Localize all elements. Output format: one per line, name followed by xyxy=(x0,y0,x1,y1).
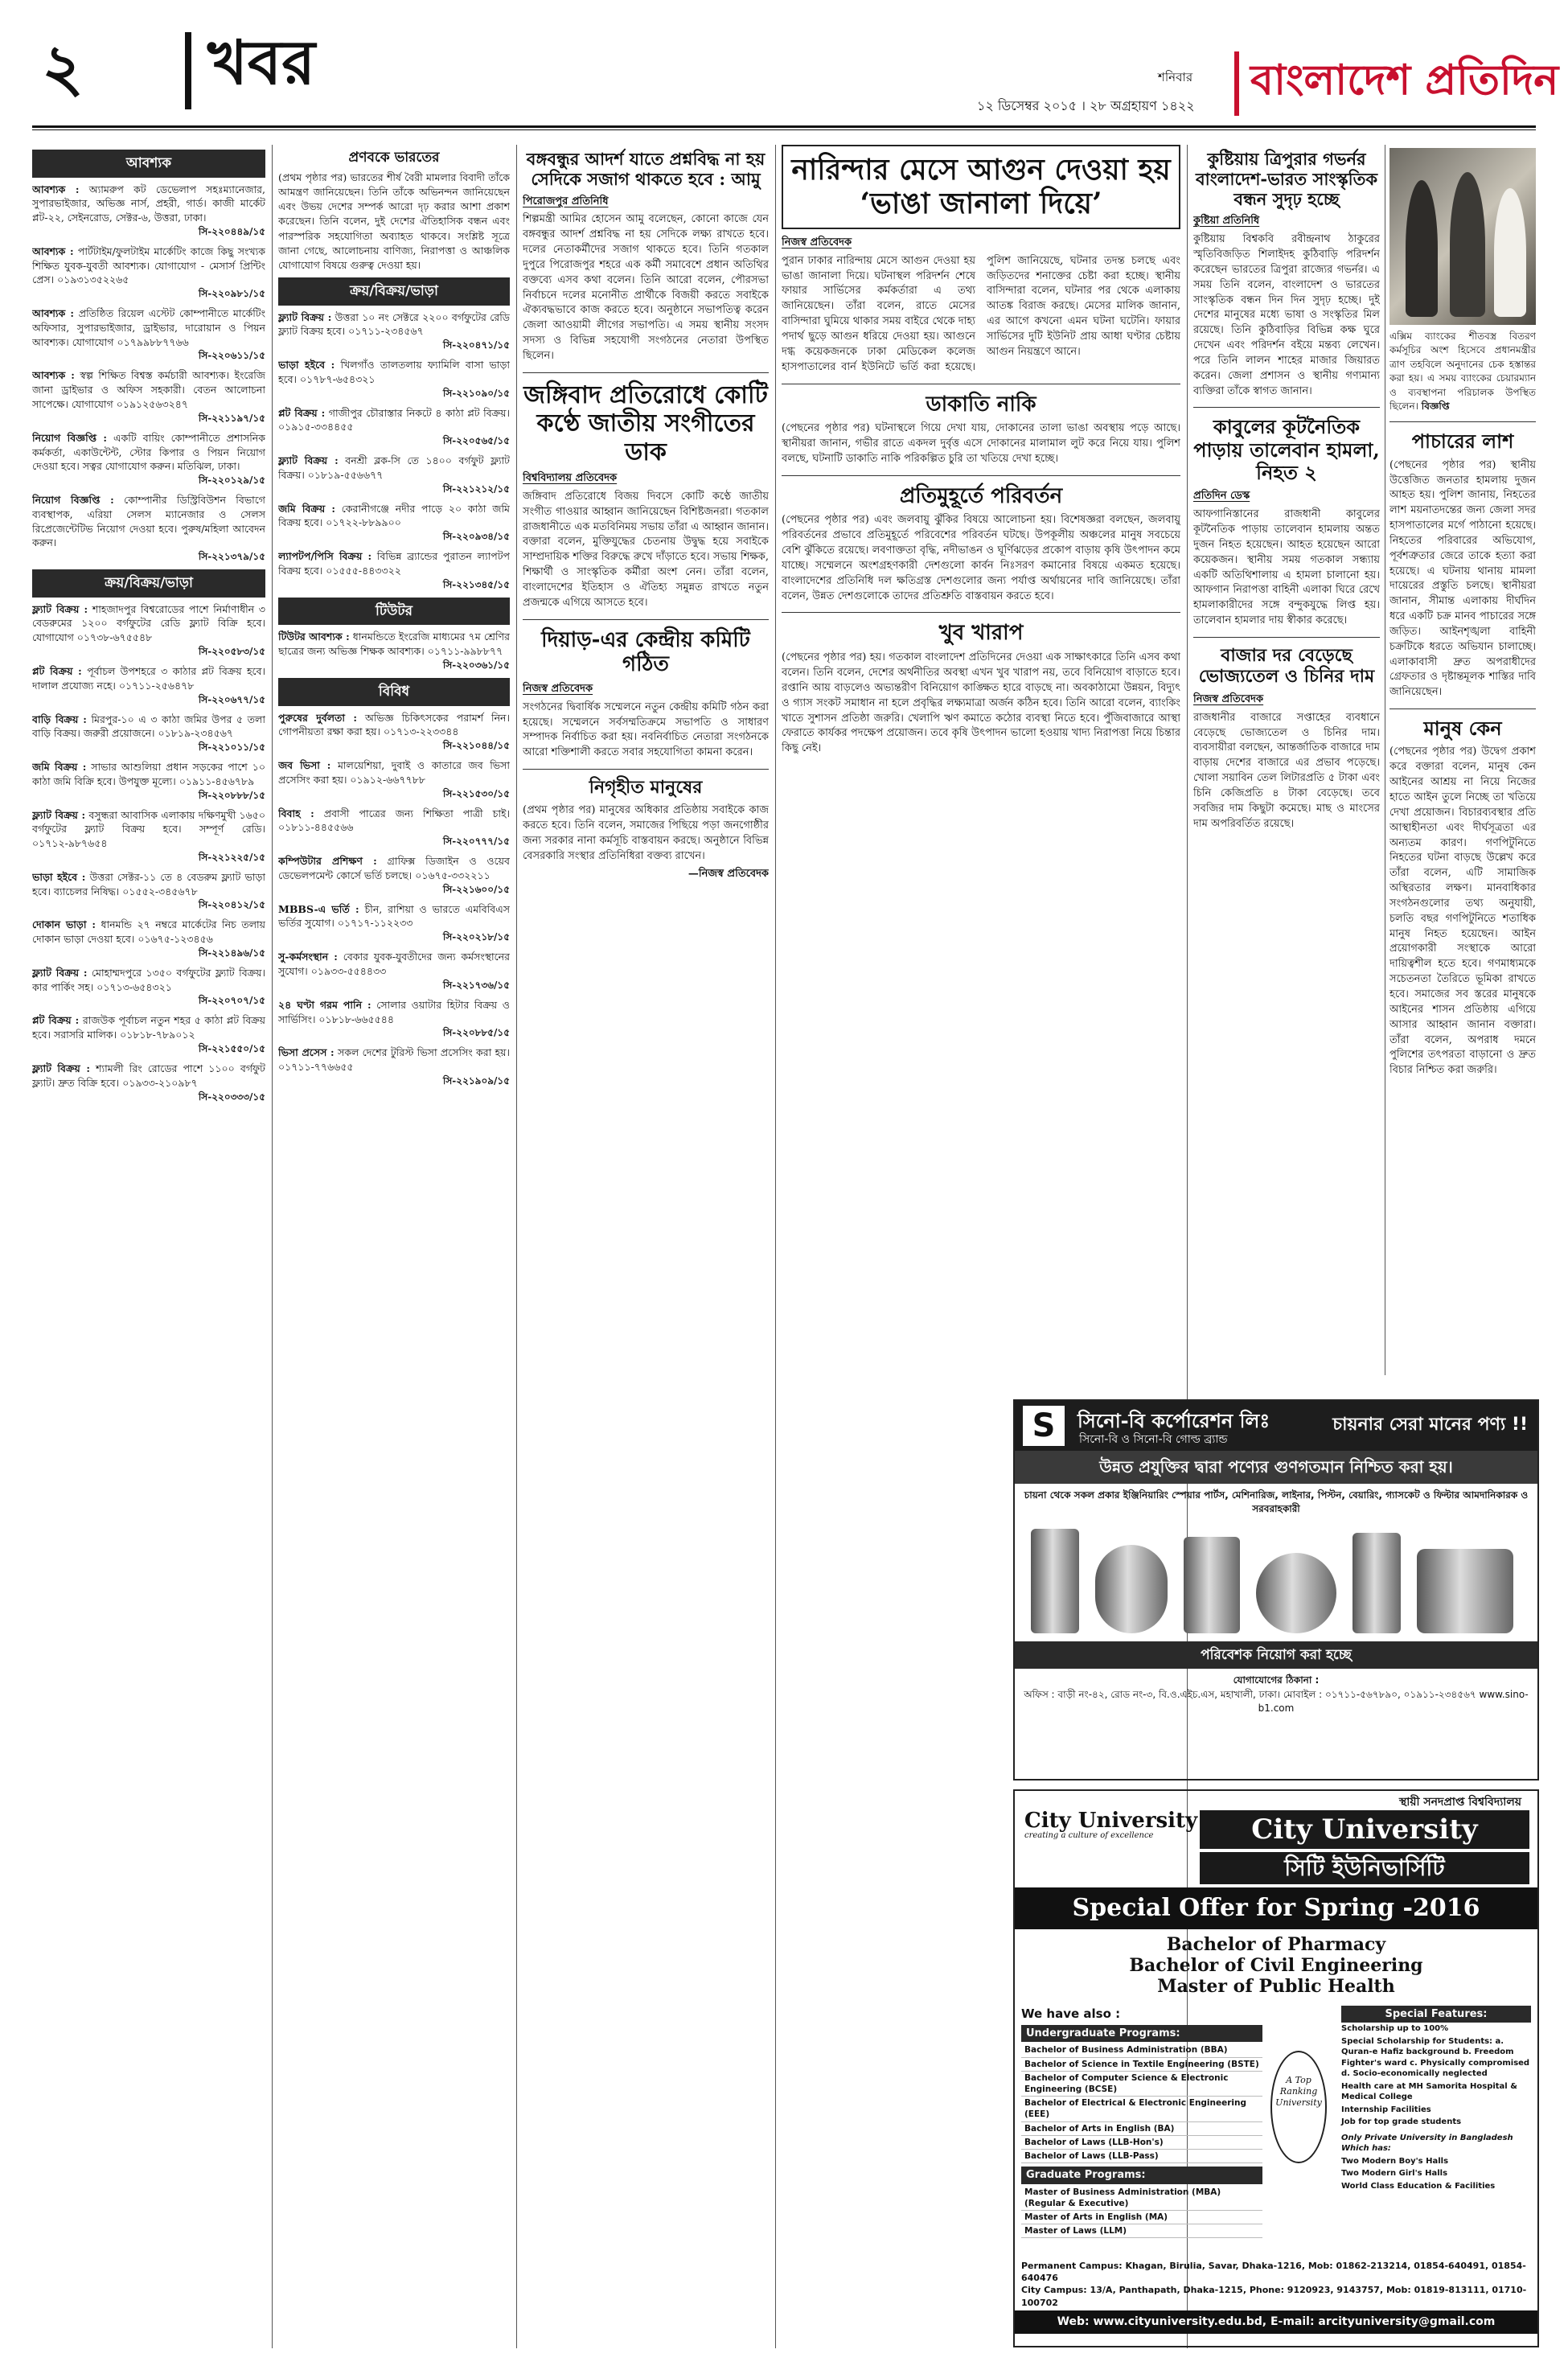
classified-ad xyxy=(32,602,265,659)
features-list xyxy=(1341,2023,1531,2129)
ad-text: বসুন্ধরা আবাসিক এলাকায় দক্ষিণমুখী ১৬৫০ বর্গফুটের ফ্ল্যাট বিক্রয় হবে। সম্পূর্ণ রেডি। ০১৭১২-৯৮৭৬৫৪ xyxy=(32,808,265,850)
article-headline: কাবুলের কূটনৈতিক পাড়ায় তালেবান হামলা, নিহত ২ xyxy=(1193,415,1380,485)
product-image xyxy=(1031,1529,1079,1633)
program-item: Master of Business Administration (MBA) (Regular & Executive) xyxy=(1021,2186,1262,2211)
article-body: (প্রথম পৃষ্ঠার পর) মানুষের অধিকার প্রতিষ্ঠায় সবাইকে কাজ করতে হবে। তিনি বলেন, সমাজের পিছিয়ে পড়া জনগোষ্ঠীর জন্য সরকার নানা কর্মসূচি বাস্তবায়ন করছে। অনুষ্ঠানে বিভিন্ন বেসরকারি সংস্থার প্রতিনিধিরা বক্তব্য রাখেন। xyxy=(523,804,769,862)
logo-text: City University xyxy=(1024,1809,1198,1833)
article-body: সংগঠনের দ্বিবার্ষিক সম্মেলনে নতুন কেন্দ্রীয় কমিটি গঠন করা হয়েছে। সম্মেলনে সর্বসম্মতিক্রমে সভাপতি ও সাধারণ সম্পাদক নির্বাচিত করা হয়। নবনির্বাচিত নেতারা সংগঠনকে আরো শক্তিশালী করতে সবার সহযোগিতা কামনা করেন। xyxy=(523,700,769,759)
header-date: ১২ ডিসেম্বর ২০১৫ । ২৮ অগ্রহায়ণ ১৪২২ xyxy=(977,98,1195,113)
featured-program: Bachelor of Civil Engineering xyxy=(1129,1954,1423,1976)
ad-keyword: ভাড়া হইবে : xyxy=(32,870,86,883)
classified-ad xyxy=(278,950,510,992)
ad-code: সি-২২০৬১১/১৫ xyxy=(198,350,265,362)
lead-body: পুরান ঢাকার নারিন্দায় মেসে আগুন দেওয়া হয় ভাঙা জানালা দিয়ে। ঘটনাস্থল পরিদর্শন শেষে ফায়ার সার্ভিসের কর্মকর্তারা এ তথ্য জানিয়েছেন। তাঁরা বলেন, রাতে মেসের বাসিন্দারা ঘুমিয়ে থাকার সময় বাইরে থেকে দাহ্য পদার্থ ছুড়ে আগুন ধরিয়ে দেওয়া হয়। আগুনে দগ্ধ কয়েকজনকে ঢাকা মেডিকেল কলেজ হাসপাতালের বার্ন ইউনিটে ভর্তি করা হয়েছে। পুলিশ জানিয়েছে, ঘটনার তদন্ত চলছে এবং জড়িতদের শনাক্তের চেষ্টা করা হচ্ছে। স্থানীয় বাসিন্দারা বলেন, ঘটনার পর থেকে এলাকায় আতঙ্ক বিরাজ করছে। মেসের মালিক জানান, এর আগে কখনো এমন ঘটনা ঘটেনি। ফায়ার সার্ভিসের দুটি ইউনিট প্রায় আধা ঘণ্টার চেষ্টায় আগুন নিয়ন্ত্রণে আনে। xyxy=(782,254,1180,373)
facility-item: Two Modern Boy's Halls xyxy=(1341,2156,1449,2166)
ad-text: অ্যামরুপ কট ডেভেলাপ সহঃম্যানেজার, সুপারভাইজার, অভিজ্ঞ নার্স, প্রহরী, গার্ড। কাজী মার্কেট প্লট-২২, সেইনরোড, সেক্টর-৬, উত্তরা, ঢাকা। xyxy=(32,183,265,224)
classified-ad xyxy=(32,431,265,487)
campus-address xyxy=(1015,2258,1537,2311)
article-body: (পেছনের পৃষ্ঠার পর) উদ্বেগ প্রকাশ করে বক্তারা বলেন, মানুষ কেন আইনের আশ্রয় না নিয়ে নিজের হাতে আইন তুলে নিচ্ছে তা খতিয়ে দেখা প্রয়োজন। বিচারব্যবস্থার প্রতি আস্থাহীনতা এবং দীর্ঘসূত্রতা এর অন্যতম কারণ। গণপিটুনিতে নিহতের ঘটনা বাড়ছে উল্লেখ করে তাঁরা বলেন, এটি সামাজিক অস্থিরতার লক্ষণ। মানবাধিকার সংগঠনগুলোর তথ্য অনুযায়ী, চলতি বছর গণপিটুনিতে শতাধিক মানুষ নিহত হয়েছেন। আইন প্রয়োগকারী সংস্থাকে আরো দায়িত্বশীল হতে হবে। গণমাধ্যমকে সচেতনতা তৈরিতে ভূমিকা রাখতে হবে। সমাজের সব স্তরের মানুষকে আইনের শাসন প্রতিষ্ঠায় এগিয়ে আসার আহ্বান জানান বক্তারা। তাঁরা বলেন, অপরাধ দমনে পুলিশের তৎপরতা বাড়ানো ও দ্রুত বিচার নিশ্চিত করা জরুরি। xyxy=(1389,745,1536,1077)
article-headline: প্রতিমুহূর্তে পরিবর্তন xyxy=(899,483,1063,508)
article-headline: খুব খারাপ xyxy=(938,621,1024,646)
photo-caption xyxy=(1389,330,1536,413)
contact-label: যোগাযোগের ঠিকানা : xyxy=(1233,1674,1320,1686)
classified-ad xyxy=(32,368,265,425)
column-divider xyxy=(775,145,776,2348)
classified-list xyxy=(32,602,265,1104)
ad-text: বেকার যুবক-যুবতীদের জন্য কর্মসংস্থানের সুযোগ। ০১৯৩৩-৫৫৪৪৩৩ xyxy=(278,951,510,977)
product-image xyxy=(1095,1545,1168,1633)
classified-list xyxy=(278,711,510,1088)
classified-list xyxy=(278,630,510,672)
ad-code: সি-২২১১৯৭/১৫ xyxy=(198,412,265,424)
article-divider xyxy=(1193,637,1380,638)
article-byline: নিজস্ব প্রতিবেদক xyxy=(1193,692,1264,705)
feature-item: Scholarship up to 100% xyxy=(1341,2024,1449,2034)
article-byline: কুষ্টিয়া প্রতিনিধি xyxy=(1193,215,1260,228)
feature-item: Health care at MH Samorita Hospital & Medical College xyxy=(1341,2081,1517,2102)
ad-text: সাভার আশুলিয়া প্রধান সড়কের পাশে ১০ কাঠা জমি বিক্রি হবে। উপযুক্ত মূল্যে। ০১৯১১-৪৫৬৭৮৯ xyxy=(32,761,265,787)
column-6 xyxy=(1389,330,1536,1383)
ad-keyword: দোকান ভাড়া : xyxy=(32,918,96,931)
ad-code: সি-২২০৫৬৫/১৫ xyxy=(442,435,510,447)
ad-keyword: আবশ্যক : xyxy=(32,244,74,257)
product-images xyxy=(1023,1521,1529,1641)
ad-banner xyxy=(1015,1401,1537,1451)
ad-keyword: প্লট বিক্রয় : xyxy=(278,406,326,419)
undergraduate-heading: Undergraduate Programs: xyxy=(1021,2025,1262,2043)
ad-keyword: সু-কর্মসংস্থান : xyxy=(278,951,338,963)
header-rule xyxy=(32,125,1536,128)
caption-text: এক্সিম ব্যাংকের শীতবস্ত্র বিতরণ কর্মসূচির অংশ হিসেবে প্রধানমন্ত্রীর ত্রাণ তহবিলে অনুদানের চেক হস্তান্তর করা হয়। এ সময় ব্যাংকের চেয়ারম্যান ও ব্যবস্থাপনা পরিচালক উপস্থিত ছিলেন। xyxy=(1389,331,1536,412)
article-credit: —নিজস্ব প্রতিবেদক xyxy=(688,868,769,881)
featured-program: Bachelor of Pharmacy xyxy=(1166,1933,1386,1955)
classified-category-heading: বিবিধ xyxy=(278,678,510,706)
article-divider xyxy=(782,612,1180,613)
ad-text: গাজীপুর চৌরাস্তার নিকটে ৪ কাঠা প্লট বিক্রয়। ০১৯১৫-৩৩৪৪৫৫ xyxy=(278,406,510,433)
article-byline: নিজস্ব প্রতিবেদক xyxy=(523,682,593,695)
ad-text: অভিজ্ঞ চিকিৎসকের পরামর্শ নিন। গোপনীয়তা রক্ষা করা হয়। ০১৭১৩-২২৩৩৪৪ xyxy=(278,711,510,738)
news-photo xyxy=(1389,148,1536,325)
features-note: Only Private University in Bangladesh Which has: xyxy=(1341,2133,1513,2154)
ad-keyword: ফ্ল্যাট বিক্রয় : xyxy=(278,454,339,467)
university-name-en: City University xyxy=(1200,1810,1529,1849)
ad-text: মোহাম্মদপুরে ১৩৫০ বর্গফুটের ফ্ল্যাট বিক্রয়। কার পার্কিং সহ। ০১৭১৩-৬৫৪৩২১ xyxy=(32,966,265,993)
classified-ad xyxy=(278,454,510,496)
ad-code: সি-২২০১২৯/১৫ xyxy=(198,474,265,487)
ad-text: রাজউক পূর্বাচল নতুন শহর ৫ কাঠা প্লট বিক্রয় হবে। সরাসরি মালিক। ০১৮১৮-৭৮৯০১২ xyxy=(32,1014,265,1041)
article-body: রাজধানীর বাজারে সপ্তাহের ব্যবধানে বেড়েছে ভোজ্যতেল ও চিনির দাম। ব্যবসায়ীরা বলছেন, আন্তর্জাতিক বাজারে দাম বাড়ায় দেশের বাজারে এর প্রভাব পড়েছে। খোলা সয়াবিন তেল লিটারপ্রতি ৫ টাকা এবং চিনি কেজিপ্রতি ৪ টাকা বেড়েছে। তবে সবজির দাম কিছুটা কমেছে। মাছ ও মাংসের দাম অপরিবর্তিত রয়েছে। xyxy=(1193,711,1380,830)
ad-code: সি-২২১৩৭৯/১৫ xyxy=(198,551,265,563)
article-byline: প্রতিদিন ডেস্ক xyxy=(1193,490,1250,503)
article-byline: পিরোজপুর প্রতিনিধি xyxy=(523,195,609,207)
photo-figure xyxy=(1450,172,1485,317)
feature-item: Job for top grade students xyxy=(1341,2117,1462,2127)
ad-code: সি-২২১৫৩০/১৫ xyxy=(442,787,510,799)
ad-text: কেরানীগঞ্জে নদীর পাড়ে ২০ কাঠা জমি বিক্রয় হবে। ০১৭২২-৮৮৯৯০০ xyxy=(278,502,510,529)
ad-text: মিরপুর-১০ এ ৩ কাঠা জমির উপর ৫ তলা বাড়ি বিক্রয়। জরুরী প্রয়োজনে। ০১৮১৯-২৩৪৫৬৭ xyxy=(32,713,265,740)
ad-text: ধানমন্ডিতে ইংরেজি মাধ্যমের ৭ম শ্রেণির ছাত্রের জন্য অভিজ্ঞ শিক্ষক আবশ্যক। ০১৭১১-৯৯৮৮৭৭ xyxy=(278,630,510,658)
ad-keyword: জমি বিক্রয় : xyxy=(32,761,87,774)
classified-ad xyxy=(32,918,265,960)
header-divider xyxy=(185,32,191,109)
program-item: Bachelor of Arts in English (BA) xyxy=(1021,2122,1262,2136)
ad-text: উত্তরা সেক্টর-১১ তে ৪ বেডরুম ফ্ল্যাট ভাড়া হবে। ব্যাচেলর নিষিদ্ধ। ০১৫৫২-৩৪৫৬৭৮ xyxy=(32,870,265,897)
classified-list xyxy=(278,310,510,592)
logo-subtitle: creating a culture of excellence xyxy=(1024,1831,1154,1841)
university-logo xyxy=(1024,1810,1197,1841)
article-headline: নিগৃহীত মানুষের xyxy=(589,777,703,799)
article-body: শিল্পমন্ত্রী আমির হোসেন আমু বলেছেন, কোনো কাজে যেন বঙ্গবন্ধুর আদর্শ প্রশ্নবিদ্ধ না হয় সেদিকে লক্ষ্য রাখতে হবে। দলের নেতাকর্মীদের সজাগ থাকতে হবে। তিনি গতকাল দুপুরে পিরোজপুর শহরে এক কর্মী সমাবেশে প্রধান অতিথির বক্তব্যে এসব কথা বলেন। তিনি আরো বলেন, পৌরসভা নির্বাচনে দলের মনোনীত প্রার্থীকে বিজয়ী করতে সবাইকে ঐক্যবদ্ধভাবে কাজ করতে হবে। অনুষ্ঠানে সভাপতিত্ব করেন জেলা আওয়ামী লীগের সভাপতি। এ সময় স্থানীয় সংসদ সদস্য ও বিভিন্ন সহযোগী সংগঠনের নেতারা উপস্থিত ছিলেন। xyxy=(523,213,769,362)
article-divider xyxy=(523,619,769,620)
program-list xyxy=(1021,2006,1262,2239)
ad-text: একটি বায়িং কোম্পানীতে প্রশাসনিক কর্মকর্তা, একাউন্টেন্ট, স্টোর কিপার ও পিয়ন নিয়োগ দেওয়া হবে। সত্বর যোগাযোগ করুন। মতিঝিল, ঢাকা। xyxy=(32,431,265,473)
classified-ad xyxy=(32,183,265,239)
city-campus: City Campus: 13/A, Panthapath, Dhaka-1215, Phone: 9120923, 9143757, Mob: 01819-813111, 01710-100702 xyxy=(1021,2285,1527,2308)
classified-category-heading: টিউটর xyxy=(278,598,510,626)
ad-text: শ্যামলী রিং রোডের পাশে ১১০০ বর্গফুট ফ্ল্যাট। দ্রুত বিক্রি হবে। ০১৯৩৩-২১০৯৮৭ xyxy=(32,1062,265,1089)
article-divider xyxy=(1193,407,1380,408)
ad-keyword: আবশ্যক : xyxy=(32,183,80,195)
classified-category-heading: আবশ্যক xyxy=(32,150,265,178)
ad-code: সি-২২০৪৪৯/১৫ xyxy=(198,225,265,237)
article-headline: কুষ্টিয়ায় ত্রিপুরার গভর্নর বাংলাদেশ-ভারত সাংস্কৃতিক বন্ধন সুদৃঢ় হচ্ছে xyxy=(1195,149,1378,209)
ad-text: বনশ্রী ব্লক-সি তে ১৪০০ বর্গফুট ফ্ল্যাট বিক্রয়। ০১৮১৯-৫৫৬৬৭৭ xyxy=(278,454,510,481)
classified-ad xyxy=(278,630,510,672)
classified-ad xyxy=(32,244,265,301)
graduate-heading: Graduate Programs: xyxy=(1021,2167,1262,2184)
product-image xyxy=(1417,1549,1513,1633)
ad-brand-line: সিনো-বি ও সিনো-বি গোল্ড ব্র্যান্ড xyxy=(1079,1433,1228,1446)
lead-headline-box xyxy=(782,145,1180,229)
ad-keyword: আবশ্যক : xyxy=(32,369,75,382)
special-offer-banner: Special Offer for Spring -2016 xyxy=(1015,1887,1537,1929)
ad-code: সি-২২১২২৫/১৫ xyxy=(198,851,265,863)
university-name-bn: সিটি ইউনিভার্সিটি xyxy=(1200,1852,1529,1884)
ad-code: সি-২২০২১৮/১৫ xyxy=(442,931,510,943)
article-body: (পেছনের পৃষ্ঠার পর) হয়। গতকাল বাংলাদেশ প্রতিদিনের দেওয়া এক সাক্ষাৎকারে তিনি এসব কথা বলেন। তিনি বলেন, দেশের অর্থনীতির অবস্থা এখন খুব খারাপ নয়, তবে বিনিয়োগ বাড়াতে হবে। রপ্তানি আয় বাড়লেও অভ্যন্তরীণ বিনিয়োগ কাঙ্ক্ষিত হারে বাড়ছে না। অবকাঠামো উন্নয়ন, বিদ্যুৎ ও গ্যাস সংকট সমাধান না হলে প্রবৃদ্ধির লক্ষ্যমাত্রা অর্জন কঠিন হবে। তিনি আরো বলেন, ব্যাংকিং খাতে সুশাসন প্রতিষ্ঠা জরুরি। খেলাপি ঋণ কমাতে কঠোর ব্যবস্থা নিতে হবে। পুঁজিবাজারে আস্থা ফেরাতে কার্যকর পদক্ষেপ প্রয়োজন। তবে কৃষি উৎপাদন ভালো হওয়ায় খাদ্য নিরাপত্তা নিয়ে চিন্তার কিছু নেই। xyxy=(782,651,1180,755)
classified-ad xyxy=(278,854,510,897)
header-day: শনিবার xyxy=(1158,70,1193,84)
facility-item: Two Modern Girl's Halls xyxy=(1341,2169,1448,2179)
article-headline: প্রণবকে ভারতের xyxy=(348,150,440,166)
classified-ad xyxy=(278,998,510,1041)
ad-text: উত্তরা ১০ নং সেক্টরে ২২০০ বর্গফুটের রেডি ফ্ল্যাট বিক্রয় হবে। ০১৭১১-২৩৪৫৬৭ xyxy=(278,310,510,338)
ad-keyword: ফ্ল্যাট বিক্রয় : xyxy=(32,602,88,615)
program-item: Master of Arts in English (MA) xyxy=(1021,2211,1262,2224)
program-item: Bachelor of Laws (LLB-Pass) xyxy=(1021,2150,1262,2163)
ad-text: স্বল্প শিক্ষিত বিশ্বস্ত কর্মচারী আবশ্যক। ইংরেজি জানা ড্রাইভার ও অফিস সহকারী। বেতন আলোচনা সাপেক্ষে। যোগাযোগ ০১৯১২৫৬৩২৪৭ xyxy=(32,369,265,410)
ad-keyword: নিয়োগ বিজ্ঞপ্তি : xyxy=(32,431,107,444)
ad-code: সি-২২১৯০৯/১৫ xyxy=(442,1074,510,1086)
features-heading: Special Features: xyxy=(1341,2006,1531,2023)
classified-ad xyxy=(32,664,265,707)
ad-code: সি-২২১০৪৪/১৫ xyxy=(442,740,510,752)
university-web: Web: www.cityuniversity.edu.bd, E-mail: arcityuniversity@gmail.com xyxy=(1015,2310,1537,2333)
ad-dealer-band: পরিবেশক নিয়োগ করা হচ্ছে xyxy=(1015,1641,1537,1670)
ad-keyword: ল্যাপটপ/পিসি বিক্রয় : xyxy=(278,550,372,563)
ad-keyword: ফ্ল্যাট বিক্রয় : xyxy=(32,966,88,979)
classified-ad xyxy=(278,406,510,449)
classified-ad xyxy=(278,711,510,754)
ad-code: সি-২২০৩৬১/১৫ xyxy=(442,659,510,671)
article-headline: দিয়াড়-এর কেন্দ্রীয় কমিটি গঠিত xyxy=(541,627,750,677)
programs-section xyxy=(1015,2002,1537,2258)
article-headline: জঙ্গিবাদ প্রতিরোধে কোটি কণ্ঠে জাতীয় সংগীতের ডাক xyxy=(523,380,768,466)
ad-keyword: ভাড়া হইবে : xyxy=(278,359,335,372)
ad-text: মালয়েশিয়া, দুবাই ও কাতারে জব ভিসা প্রসেসিং করা হয়। ০১৯১২-৬৬৭৭৮৮ xyxy=(278,759,510,786)
ad-text: প্রবাসী পাত্রের জন্য শিক্ষিতা পাত্রী চাই। ০১৮১১-৪৪৫৫৬৬ xyxy=(278,807,510,834)
article-body: আফগানিস্তানের রাজধানী কাবুলের কূটনৈতিক পাড়ায় তালেবান হামলায় অন্তত দুজন নিহত হয়েছেন। আহত হয়েছেন আরো কয়েকজন। স্থানীয় সময় গতকাল সন্ধ্যায় একটি অতিথিশালায় এ হামলা চালানো হয়। আফগান নিরাপত্তা বাহিনী এলাকা ঘিরে রেখে হামলাকারীদের সঙ্গে বন্দুকযুদ্ধে লিপ্ত হয়। তালেবান হামলার দায় স্বীকার করেছে। xyxy=(1193,508,1380,627)
programs-label: We have also : xyxy=(1021,2006,1121,2021)
brand-accent xyxy=(1234,51,1239,116)
contact-text: অফিস : বাড়ী নং-৪২, রোড নং-৩, বি.ও.এইচ.এস, মহাখালী, ঢাকা। মোবাইল : ০১৭১১-৫৬৭৮৯০, ০১৯১১-২৩৪৫৬৭ www.sino-b1.com xyxy=(1024,1688,1529,1715)
classified-ad xyxy=(278,549,510,592)
article-divider xyxy=(782,475,1180,476)
facility-item: World Class Education & Facilities xyxy=(1341,2181,1496,2191)
program-item: Bachelor of Science in Textile Engineering (BSTE) xyxy=(1021,2058,1262,2072)
featured-programs xyxy=(1015,1929,1537,2002)
ad-keyword: জব ভিসা : xyxy=(278,759,331,772)
classified-ad xyxy=(278,758,510,801)
ad-keyword: নিয়োগ বিজ্ঞপ্তি : xyxy=(32,494,114,507)
ad-text: শাহজাদপুর বিশ্বরোডের পাশে নির্মাণাধীন ৩ বেডরুমের ১২০০ বর্গফুটের রেডি ফ্ল্যাট বিক্রি হবে। যোগাযোগ ০১৭৩৮-৬৭৫৫৪৮ xyxy=(32,602,265,644)
ad-code: সি-২২১০৯০/১৫ xyxy=(442,387,510,399)
header-rule-thin xyxy=(32,129,1536,130)
page-header xyxy=(0,0,1568,137)
article-headline: বাজার দর বেড়েছে ভোজ্যতেল ও চিনির দাম xyxy=(1198,644,1375,687)
ad-code: সি-২২১৫৫০/১৫ xyxy=(198,1042,265,1054)
article-body: (প্রথম পৃষ্ঠার পর) ভারতের শীর্ষ বৈরী মামলার বিবাদী তাঁকে আমন্ত্রণ জানিয়েছেন। তিনি তাঁকে অভিনন্দন জানিয়েছেন এবং উভয় দেশের সম্পর্ক আরো দৃঢ় করার আশা প্রকাশ করেছেন। তিনি বলেন, দুই দেশের ঐতিহাসিক বন্ধন এবং পারস্পরিক সহযোগিতা অব্যাহত থাকবে। সংশ্লিষ্ট সূত্রে জানা গেছে, আলোচনায় বাণিজ্য, নিরাপত্তা ও আঞ্চলিক যোগাযোগ বিষয়ে গুরুত্ব দেওয়া হয়। xyxy=(278,171,510,271)
classified-ad xyxy=(278,807,510,849)
undergraduate-list xyxy=(1021,2043,1262,2163)
permanent-campus: Permanent Campus: Khagan, Birulia, Savar, Dhaka-1216, Mob: 01862-213214, 01854-640491, 01854-640476 xyxy=(1021,2260,1526,2284)
ad-code: সি-২২১২১২/১৫ xyxy=(442,483,510,495)
caption-credit: বিজ্ঞপ্তি xyxy=(1421,400,1450,412)
ad-code: সি-২২০৭৭৭/১৫ xyxy=(442,836,510,848)
product-image xyxy=(1353,1533,1401,1633)
classified-ad xyxy=(278,310,510,353)
classified-ad xyxy=(32,713,265,755)
featured-program: Master of Public Health xyxy=(1157,1976,1395,1998)
column-2 xyxy=(278,145,510,2348)
ad-keyword: বিবাহ : xyxy=(278,807,314,819)
program-item: Bachelor of Electrical & Electronic Engineering (EEE) xyxy=(1021,2097,1262,2121)
classified-ad xyxy=(32,1013,265,1056)
ad-code: সি-২২০৭০৭/১৫ xyxy=(198,995,265,1007)
feature-item: Special Scholarship for Students: a. Quran-e Hafiz background b. Freedom Fighter's ward c. Physically compromised d. Socio-economically neglected xyxy=(1341,2036,1530,2079)
program-item: Bachelor of Laws (LLB-Hon's) xyxy=(1021,2136,1262,2150)
article-headline: মানুষ কেন xyxy=(1423,717,1502,741)
ad-code: সি-২২০৪৭১/১৫ xyxy=(442,339,510,351)
feature-item: Internship Facilities xyxy=(1341,2105,1431,2114)
classified-list xyxy=(32,183,265,564)
advertisement-sino-b xyxy=(1013,1399,1539,1780)
ad-code: সি-২২০৬৭৭/১৫ xyxy=(198,693,265,705)
classified-column xyxy=(32,145,265,2348)
ad-tagline: স্থায়ী সনদপ্রাপ্ত বিশ্ববিদ্যালয় xyxy=(1398,1796,1521,1809)
ad-text: গ্রাফিক্স ডিজাইন ও ওয়েব ডেভেলপমেন্ট কোর্সে ভর্তি চলছে। ০১৬৭৫-৩৩২২১১ xyxy=(278,855,510,881)
ad-keyword: প্লট বিক্রয় : xyxy=(32,665,82,677)
special-features xyxy=(1341,2006,1531,2193)
masthead-logo: বাংলাদেশ প্রতিদিন xyxy=(1250,55,1559,105)
classified-ad xyxy=(32,760,265,803)
ad-header xyxy=(1015,1791,1537,1887)
ad-text: সকল দেশের টুরিস্ট ভিসা প্রসেসিং করা হয়। ০১৭১১-৭৭৬৬৫৫ xyxy=(278,1046,510,1074)
ad-contact xyxy=(1015,1669,1537,1720)
ad-text: চীন, রাশিয়া ও ভারতে এমবিবিএস ভর্তির সুযোগ। ০১৭১৭-১১২২৩৩ xyxy=(278,902,510,930)
ad-keyword: জমি বিক্রয় : xyxy=(278,502,335,515)
ad-keyword: ফ্ল্যাট বিক্রয় : xyxy=(32,808,86,821)
ad-text: খিলগাঁও তালতলায় ফ্যামিলি বাসা ভাড়া হবে। ০১৭৮৭-৬৫৪৩২১ xyxy=(278,359,510,385)
column-divider xyxy=(516,145,517,2348)
article-body: (পেছনের পৃষ্ঠার পর) ঘটনাস্থলে গিয়ে দেখা যায়, দোকানের তালা ভাঙা অবস্থায় পড়ে আছে। স্থানীয়রা জানান, গভীর রাতে একদল দুর্বৃত্ত এসে দোকানের মালামাল লুট করে নিয়ে যায়। পুলিশ বলছে, ঘটনাটি ডাকাতি নাকি পরিকল্পিত চুরি তা খতিয়ে দেখা হচ্ছে। xyxy=(782,422,1180,465)
graduate-list xyxy=(1021,2186,1262,2239)
ad-code: সি-২২০৫৮৩/১৫ xyxy=(198,645,265,657)
classified-category-heading: ক্রয়/বিক্রয়/ভাড়া xyxy=(32,569,265,598)
ad-code: সি-২২১৭৩৬/১৫ xyxy=(442,979,510,991)
ad-keyword: বাড়ি বিক্রয় : xyxy=(32,713,87,725)
ad-quality-band: উন্নত প্রযুক্তির দ্বারা পণ্যের গুণগতমান নিশ্চিত করা হয়। xyxy=(1015,1451,1537,1484)
sino-logo: S xyxy=(1023,1406,1065,1446)
article-headline: পাচারের লাশ xyxy=(1411,429,1514,454)
classified-ad xyxy=(32,493,265,564)
lead-headline: নারিন্দার মেসে আগুন দেওয়া হয় ‘ভাঙা জানালা দিয়ে’ xyxy=(791,153,1171,221)
article-body: (পেছনের পৃষ্ঠার পর) স্থানীয় উত্তেজিত জনতার হামলায় দুজন আহত হয়। পুলিশ জানায়, নিহতের লাশ ময়নাতদন্তের জন্য জেলা সদর হাসপাতালের মর্গে পাঠানো হয়েছে। নিহতের পরিবারের অভিযোগ, পূর্বশত্রুতার জেরে তাকে হত্যা করা হয়েছে। এ ঘটনায় থানায় মামলা দায়েরের প্রস্তুতি চলছে। স্থানীয়রা জানান, সীমান্ত এলাকায় দীর্ঘদিন ধরে একটি চক্র মানব পাচারের সঙ্গে জড়িত। আইনশৃঙ্খলা বাহিনী চক্রটিকে ধরতে অভিযান চালাচ্ছে। এলাকাবাসী দ্রুত অপরাধীদের গ্রেফতার ও দৃষ্টান্তমূলক শাস্তির দাবি জানিয়েছেন। xyxy=(1389,458,1536,699)
classified-ad xyxy=(278,502,510,544)
ad-keyword: ২৪ ঘণ্টা গরম পানি : xyxy=(278,998,371,1011)
ad-company-name: সিনো-বি কর্পোরেশন লিঃ xyxy=(1077,1410,1270,1432)
photo-figure xyxy=(1494,188,1526,317)
article-byline: বিশ্ববিদ্যালয় প্রতিবেদক xyxy=(523,471,618,484)
ad-text: ধানমন্ডি ২৭ নম্বরে মার্কেটের নিচ তলায় দোকান ভাড়া দেওয়া হবে। ০১৬৭৫-১২৩৪৫৬ xyxy=(32,918,265,946)
ad-text: পার্টটাইম/ফুলটাইম মার্কেটিং কাজে কিছু সংখ্যক শিক্ষিত যুবক-যুবতী আবশ্যক। যোগাযোগ - মেসার্স প্রিন্টিং প্রেস। ০১৯৩১৩৫২২৬৫ xyxy=(32,244,265,286)
photo-figure xyxy=(1406,180,1438,317)
ad-code: সি-২২১৪৯৬/১৫ xyxy=(198,947,265,959)
facilities-list xyxy=(1341,2155,1531,2193)
article-headline: বঙ্গবন্ধুর আদর্শ যাতে প্রশ্নবিদ্ধ না হয় সেদিকে সজাগ থাকতে হবে : আমু xyxy=(526,149,766,189)
ad-code: সি-২২০৮৮৫/১৫ xyxy=(442,1027,510,1039)
classified-ad xyxy=(32,870,265,913)
ad-code: সি-২২১৩৪৫/১৫ xyxy=(442,578,510,590)
ad-code: সি-২২১৬০০/১৫ xyxy=(442,883,510,895)
program-item: Master of Laws (LLM) xyxy=(1021,2224,1262,2238)
column-3 xyxy=(523,145,769,2348)
ad-keyword: ফ্ল্যাট বিক্রয় : xyxy=(278,310,332,323)
page-number: ২ xyxy=(42,30,84,105)
classified-ad xyxy=(278,902,510,945)
article-body: (পেছনের পৃষ্ঠার পর) এবং জলবায়ু ঝুঁকির বিষয়ে আলোচনা হয়। বিশেষজ্ঞরা বলছেন, জলবায়ু পরিবর্তনের প্রভাবে প্রতিমুহূর্তে পরিবেশের পরিবর্তন ঘটছে। উপকূলীয় অঞ্চলের মানুষ সবচেয়ে বেশি ঝুঁকিতে রয়েছে। লবণাক্ততা বৃদ্ধি, নদীভাঙন ও ঘূর্ণিঝড়ের প্রকোপ বাড়ায় কৃষি উৎপাদন কমে যাচ্ছে। সম্মেলনে অংশগ্রহণকারী দেশগুলো কার্বন নিঃসরণ কমানোর বিষয়ে একমত হয়েছে। বাংলাদেশের প্রতিনিধি দল ক্ষতিগ্রস্ত দেশগুলোর জন্য পর্যাপ্ত অর্থায়নের দাবি জানিয়েছে। তাঁরা বলেন, উন্নত দেশগুলোকে তাদের প্রতিশ্রুতি বাস্তবায়ন করতে হবে। xyxy=(782,514,1180,602)
classified-ad xyxy=(32,966,265,1008)
article-byline: নিজস্ব প্রতিবেদক xyxy=(782,236,852,248)
ad-code: সি-২২১০১১/১৫ xyxy=(198,741,265,754)
ad-keyword: পুরুষের দুর্বলতা : xyxy=(278,711,357,724)
ad-code: সি-২২০৯৩৪/১৫ xyxy=(442,531,510,543)
classified-category-heading: ক্রয়/বিক্রয়/ভাড়া xyxy=(278,277,510,306)
ad-code: সি-২২০৩৩৩/১৫ xyxy=(198,1090,265,1103)
product-image xyxy=(1256,1553,1336,1633)
advertisement-city-university xyxy=(1013,1789,1539,2347)
ad-keyword: আবশ্যক : xyxy=(32,307,75,320)
program-item: Bachelor of Computer Science & Electronic Engineering (BCSE) xyxy=(1021,2072,1262,2097)
ad-code: সি-২২০৪১২/১৫ xyxy=(198,899,265,911)
ad-text: প্রতিষ্ঠিত রিয়েল এস্টেট কোম্পানীতে মার্কেটিং অফিসার, সুপারভাইজার, ড্রাইভার, দারোয়ান ও পিয়ন আবশ্যক। যোগাযোগ ০১৭৯৯৮৮৭৭৬৬ xyxy=(32,307,265,348)
ad-tagline: চায়নার সেরা মানের পণ্য !! xyxy=(1332,1415,1528,1435)
classified-ad xyxy=(32,1062,265,1104)
ad-code: সি-২২০৮৮৮/১৫ xyxy=(198,789,265,801)
section-name: খবর xyxy=(207,27,316,98)
classified-ad xyxy=(32,808,265,865)
article-divider xyxy=(523,372,769,373)
ad-keyword: কম্পিউটার প্রশিক্ষণ : xyxy=(278,855,377,868)
article-body: কুষ্টিয়ায় বিশ্বকবি রবীন্দ্রনাথ ঠাকুরের স্মৃতিবিজড়িত শিলাইদহ কুঠিবাড়ি পরিদর্শন করেছেন ভারতের ত্রিপুরা রাজ্যের গভর্নর। এ সময় তিনি বলেন, বাংলাদেশ ও ভারতের সাংস্কৃতিক বন্ধন দিন দিন সুদৃঢ় হচ্ছে। দুই দেশের মানুষের মধ্যে ভাষা ও সংস্কৃতির মিল রয়েছে। তিনি কুঠিবাড়ির বিভিন্ন কক্ষ ঘুরে দেখেন এবং পরিদর্শন বইয়ে মন্তব্য লেখেন। পরে তিনি লালন শাহের মাজার জিয়ারত করেন। জেলা প্রশাসন ও স্থানীয় গণ্যমান্য ব্যক্তিরা তাঁকে স্বাগত জানান। xyxy=(1193,233,1380,397)
ad-keyword: টিউটর আবশ্যক : xyxy=(278,630,350,643)
ad-keyword: MBBS-এ ভর্তি : xyxy=(278,902,359,915)
ad-keyword: ফ্ল্যাট বিক্রয় : xyxy=(32,1062,90,1074)
ad-text: পূর্বাচল উপশহরে ৩ কাঠার প্লট বিক্রয় হবে। দালাল প্রযোজ্য নহে। ০১৭১১-২৫৬৪৭৮ xyxy=(32,665,265,692)
classified-ad xyxy=(278,1045,510,1088)
article-divider xyxy=(1389,421,1536,422)
ad-text: কোম্পানীর ডিস্ট্রিবিউশন বিভাগে ব্যবস্থাপক, এরিয়া সেলস ম্যানেজার ও সেলস রিপ্রেজেন্টেটিভ নিয়োগ দেওয়া হবে। পুরুষ/মহিলা আবেদন করুন। xyxy=(32,494,265,549)
ad-code: সি-২২০৯৮১/১৫ xyxy=(198,288,265,300)
ad-description: চায়না থেকে সকল প্রকার ইঞ্জিনিয়ারিং স্পেয়ার পার্টস, মেশিনারিজ, লাইনার, পিস্টন, বেয়ারিং, গ্যাসকেট ও ফিল্টার আমদানিকারক ও সরবরাহকারী xyxy=(1024,1489,1529,1514)
ad-keyword: ভিসা প্রসেস : xyxy=(278,1046,335,1059)
ad-text: সোলার ওয়াটার হিটার বিক্রয় ও সার্ভিসিং। ০১৮১৮-৬৬৫৫৪৪ xyxy=(278,998,510,1025)
ranking-badge: A Top Ranking University xyxy=(1270,2051,1327,2163)
product-image xyxy=(1184,1537,1240,1633)
classified-ad xyxy=(32,306,265,363)
classified-ad xyxy=(278,358,510,400)
ad-keyword: প্লট বিক্রয় : xyxy=(32,1014,80,1027)
column-divider xyxy=(272,145,273,2348)
article-body: জঙ্গিবাদ প্রতিরোধে বিজয় দিবসে কোটি কণ্ঠে জাতীয় সংগীত গাওয়ার আহ্বান জানিয়েছেন বিশিষ্টজনরা। গতকাল রাজধানীতে এক মতবিনিময় সভায় তাঁরা এ আহ্বান জানান। বক্তারা বলেন, মুক্তিযুদ্ধের চেতনায় উদ্বুদ্ধ হয়ে সবাইকে সাম্প্রদায়িক শক্তির বিরুদ্ধে রুখে দাঁড়াতে হবে। সভায় শিক্ষক, শিক্ষার্থী ও সাংস্কৃতিক কর্মীরা অংশ নেন। তাঁরা বলেন, বাংলাদেশের ইতিহাস ও ঐতিহ্য সমুন্নত রাখতে নতুন প্রজন্মকে এগিয়ে আসতে হবে। xyxy=(523,490,769,609)
program-item: Bachelor of Business Administration (BBA) xyxy=(1021,2043,1262,2057)
article-headline: ডাকাতি নাকি xyxy=(926,392,1036,417)
article-divider xyxy=(523,769,769,770)
ad-text: বিভিন্ন ব্র্যান্ডের পুরাতন ল্যাপটপ বিক্রয় হবে। ০১৫৫৫-৪৪৩৩২২ xyxy=(278,550,510,577)
